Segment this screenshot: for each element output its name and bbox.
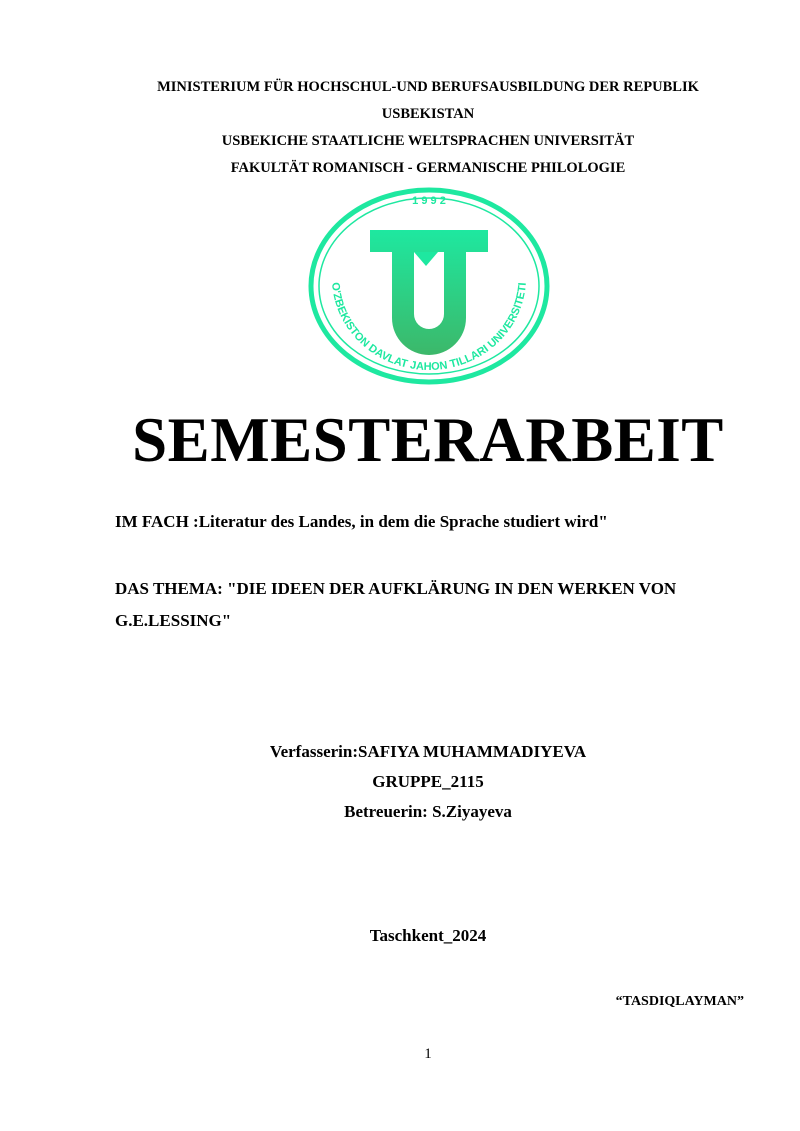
university-line: USBEKICHE STAATLICHE WELTSPRACHEN UNIVERSITÄT <box>221 133 635 149</box>
document-title: SEMESTERARBEIT <box>132 405 724 475</box>
logo-year: 1 9 9 2 <box>412 195 446 207</box>
theme-line-2: G.E.LESSING" <box>115 611 232 630</box>
logo-ring-text: O'ZBEKISTON DAVLAT JAHON TILLARI UNIVERSITETI <box>329 281 529 374</box>
ministry-line: MINISTERIUM FÜR HOCHSCHUL-UND BERUFSAUSBILDUNG DER REPUBLIK <box>157 79 699 95</box>
group-number: GRUPPE_2115 <box>372 772 484 791</box>
theme-line-1: DAS THEMA: "DIE IDEEN DER AUFKLÄRUNG IN DEN WERKEN VON <box>115 579 677 598</box>
country-line: USBEKISTAN <box>381 106 475 122</box>
approval-label: “TASDIQLAYMAN” <box>615 994 744 1009</box>
faculty-line: FAKULTÄT ROMANISCH - GERMANISCHE PHILOLOGIE <box>230 160 626 176</box>
ministry-header <box>100 74 756 182</box>
author-block <box>0 737 800 827</box>
monogram-inner <box>414 252 444 329</box>
university-logo <box>308 186 550 386</box>
place-year: Taschkent_2024 <box>369 926 487 945</box>
page-number: 1 <box>424 1046 432 1062</box>
subject-line: IM FACH :Literatur des Landes, in dem die Sprache studiert wird" <box>115 512 608 531</box>
theme-block <box>115 573 775 637</box>
supervisor: Betreuerin: S.Ziyayeva <box>344 802 512 821</box>
author-name: Verfasserin:SAFIYA MUHAMMADIYEVA <box>269 742 587 761</box>
